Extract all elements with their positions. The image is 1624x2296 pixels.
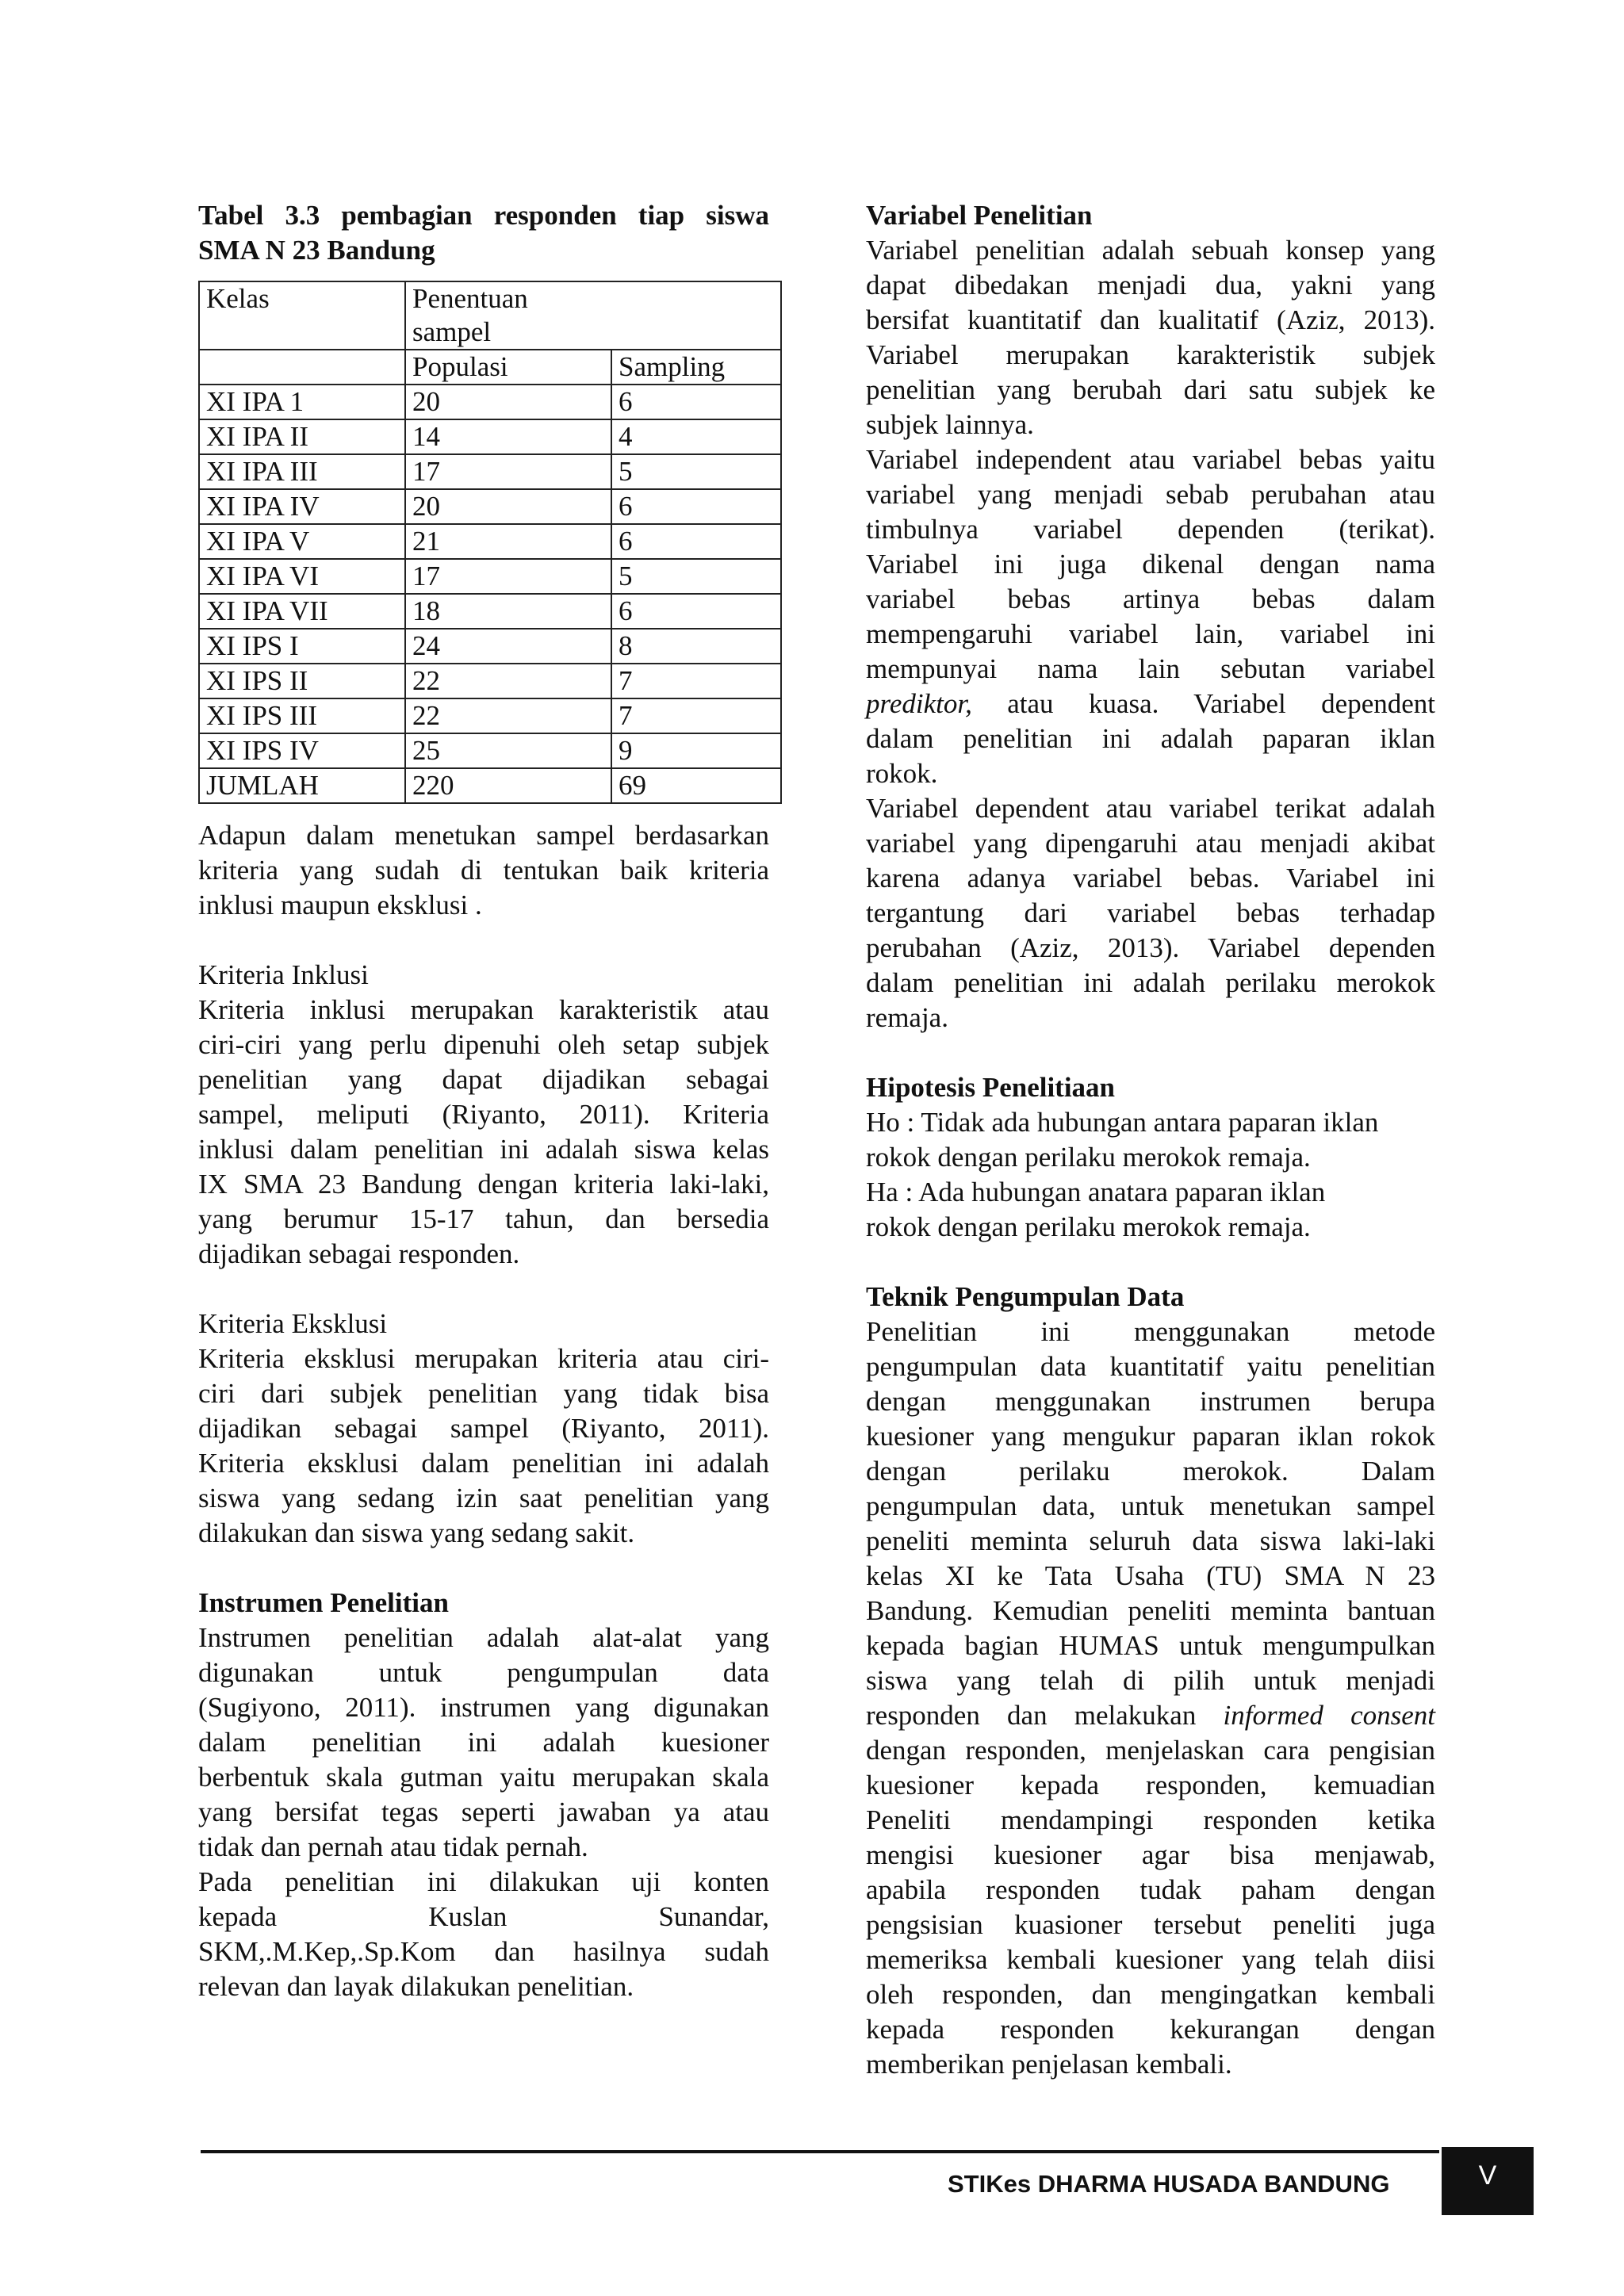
left-column	[198, 198, 769, 2004]
page-number: V	[1442, 2147, 1534, 2215]
inklusi-paragraph: Kriteria inklusi merupakan karakteristik atau ciri-ciri yang perlu dipenuhi oleh setap subjek penelitian yang dapat dijadikan sebagai sampel, meliputi (Riyanto, 2011). Kriteria inklusi dalam penelitian ini adalah siswa kelas IX SMA 23 Bandung dengan kriteria laki-laki, yang berumur 15-17 tahun, dan bersedia dijadikan sebagai responden.	[198, 994, 769, 1269]
table-row	[199, 385, 781, 419]
cell-sampling: 5	[611, 559, 781, 594]
cell-populasi: 20	[405, 385, 611, 419]
respondent-table	[198, 281, 782, 804]
cell-kelas: XI IPA IV	[199, 489, 405, 524]
table-row	[199, 559, 781, 594]
table-row	[199, 419, 781, 454]
cell-populasi: 17	[405, 559, 611, 594]
cell-populasi: 22	[405, 698, 611, 733]
prediktor-line: prediktor, atau kuasa. Variabel dependent	[866, 688, 1435, 719]
cell-kelas: XI IPA 1	[199, 385, 405, 419]
header-populasi: Populasi	[405, 350, 611, 385]
hipotesis-title: Hipotesis Penelitiaan	[866, 1072, 1116, 1103]
cell-populasi: 14	[405, 419, 611, 454]
header-sampling: Sampling	[611, 350, 781, 385]
header-kelas: Kelas	[199, 281, 405, 350]
cell-sampling: 7	[611, 664, 781, 698]
text-line: kriteria yang sudah di tentukan baik kriteria	[198, 855, 769, 886]
cell-populasi: 20	[405, 489, 611, 524]
cell-sampling: 5	[611, 454, 781, 489]
table-row	[199, 768, 781, 803]
cell-kelas: XI IPA III	[199, 454, 405, 489]
cell-populasi: 25	[405, 733, 611, 768]
cell-sampling: 9	[611, 733, 781, 768]
cell-populasi: 21	[405, 524, 611, 559]
intro-paragraph	[198, 818, 769, 923]
table-body	[199, 385, 781, 803]
inklusi-title: Kriteria Inklusi	[198, 959, 369, 990]
cell-sampling: 6	[611, 385, 781, 419]
cell-populasi: 220	[405, 768, 611, 803]
cell-sampling: 6	[611, 489, 781, 524]
cell-sampling: 6	[611, 594, 781, 629]
cell-populasi: 24	[405, 629, 611, 664]
teknik-title: Teknik Pengumpulan Data	[866, 1281, 1185, 1312]
table-caption-line: Tabel 3.3 pembagian responden tiap siswa	[198, 200, 769, 231]
table-caption-line: SMA N 23 Bandung	[198, 235, 435, 266]
cell-sampling: 8	[611, 629, 781, 664]
table-subheader-row	[199, 350, 781, 385]
informed-consent-line: responden dan melakukan informed consent	[866, 1700, 1436, 1731]
table-row	[199, 524, 781, 559]
right-column	[866, 198, 1435, 2082]
table-header-row	[199, 281, 781, 350]
text-line: inklusi maupun eksklusi .	[198, 890, 482, 920]
table-row	[199, 664, 781, 698]
table-row	[199, 629, 781, 664]
header-empty	[199, 350, 405, 385]
cell-kelas: XI IPS I	[199, 629, 405, 664]
cell-sampling: 7	[611, 698, 781, 733]
cell-kelas: XI IPS III	[199, 698, 405, 733]
eksklusi-title: Kriteria Eksklusi	[198, 1308, 388, 1339]
footer-institution: STIKes DHARMA HUSADA BANDUNG	[948, 2170, 1390, 2198]
footer-rule	[201, 2150, 1439, 2153]
table-row	[199, 489, 781, 524]
cell-kelas: XI IPA VI	[199, 559, 405, 594]
table-row	[199, 698, 781, 733]
cell-kelas: JUMLAH	[199, 768, 405, 803]
cell-populasi: 18	[405, 594, 611, 629]
table-row	[199, 594, 781, 629]
variabel-paragraph: Variabel penelitian adalah sebuah konsep yang dapat dibedakan menjadi dua, yakni yang bersifat kuantitatif dan kualitatif (Aziz, 2013). Variabel merupakan karakteristik subjek penelitian yang berubah dari satu subjek ke subjek lainnya. Variabel independent atau variabel bebas yaitu variabel yang menjadi sebab perubahan atau timbulnya variabel dependen (terikat). Variabel ini juga dikenal dengan nama variabel bebas artinya bebas dalam mempengaruhi variabel lain, variabel ini mempunyai nama lain sebutan variabel prediktor, atau kuasa. Variabel dependent dalam penelitian ini adalah paparan iklan rokok. Variabel dependent atau variabel terikat adalah variabel yang dipengaruhi atau menjadi akibat karena adanya variabel bebas. Variabel ini tergantung dari variabel bebas terhadap perubahan (Aziz, 2013). Variabel dependen dalam penelitian ini adalah perilaku merokok remaja.	[866, 235, 1435, 1033]
variabel-title: Variabel Penelitian	[866, 200, 1093, 231]
cell-populasi: 22	[405, 664, 611, 698]
cell-kelas: XI IPS IV	[199, 733, 405, 768]
text-line: Adapun dalam menetukan sampel berdasarkan	[198, 820, 769, 851]
hipotesis-paragraph: Ho : Tidak ada hubungan antara paparan iklan rokok dengan perilaku merokok remaja. Ha : Ada hubungan anatara paparan iklan rokok dengan perilaku merokok remaja.	[866, 1107, 1379, 1242]
header-penentuan-sampel: Penentuan sampel	[405, 281, 781, 350]
eksklusi-paragraph: Kriteria eksklusi merupakan kriteria atau ciri- ciri dari subjek penelitian yang tidak bisa dijadikan sebagai sampel (Riyanto, 2011). Kriteria eksklusi dalam penelitian ini adalah siswa yang sedang izin saat penelitian yang dilakukan dan siswa yang sedang sakit.	[198, 1343, 769, 1548]
teknik-paragraph: Penelitian ini menggunakan metode pengumpulan data kuantitatif yaitu penelitian dengan menggunakan instrumen berupa kuesioner yang mengukur paparan iklan rokok dengan perilaku merokok. Dalam pengumpulan data, untuk menetukan sampel peneliti meminta seluruh data siswa laki-laki kelas XI ke Tata Usaha (TU) SMA N 23 Bandung. Kemudian peneliti meminta bantuan kepada bagian HUMAS untuk mengumpulkan siswa yang telah di pilih untuk menjadi responden dan melakukan informed consent dengan responden, menjelaskan cara pengisian kuesioner kepada responden, kemuadian Peneliti mendampingi responden ketika mengisi kuesioner agar bisa menjawab, apabila responden tudak paham dengan pengsisian kuasioner tersebut peneliti juga memeriksa kembali kuesioner yang telah diisi oleh responden, dan mengingatkan kembali kepada responden kekurangan dengan memberikan penjelasan kembali.	[866, 1316, 1436, 2080]
cell-kelas: XI IPA V	[199, 524, 405, 559]
cell-kelas: XI IPS II	[199, 664, 405, 698]
cell-kelas: XI IPA VII	[199, 594, 405, 629]
cell-sampling: 4	[611, 419, 781, 454]
cell-sampling: 69	[611, 768, 781, 803]
table-row	[199, 454, 781, 489]
cell-populasi: 17	[405, 454, 611, 489]
instrumen-title: Instrumen Penelitian	[198, 1587, 449, 1618]
cell-sampling: 6	[611, 524, 781, 559]
cell-kelas: XI IPA II	[199, 419, 405, 454]
table-row	[199, 733, 781, 768]
instrumen-paragraph: Instrumen penelitian adalah alat-alat yang digunakan untuk pengumpulan data (Sugiyono, 2011). instrumen yang digunakan dalam penelitian ini adalah kuesioner berbentuk skala gutman yaitu merupakan skala yang bersifat tegas seperti jawaban ya atau tidak dan pernah atau tidak pernah. Pada penelitian ini dilakukan uji konten kepada Kuslan Sunandar, SKM,.M.Kep,.Sp.Kom dan hasilnya sudah relevan dan layak dilakukan penelitian.	[198, 1622, 769, 2002]
